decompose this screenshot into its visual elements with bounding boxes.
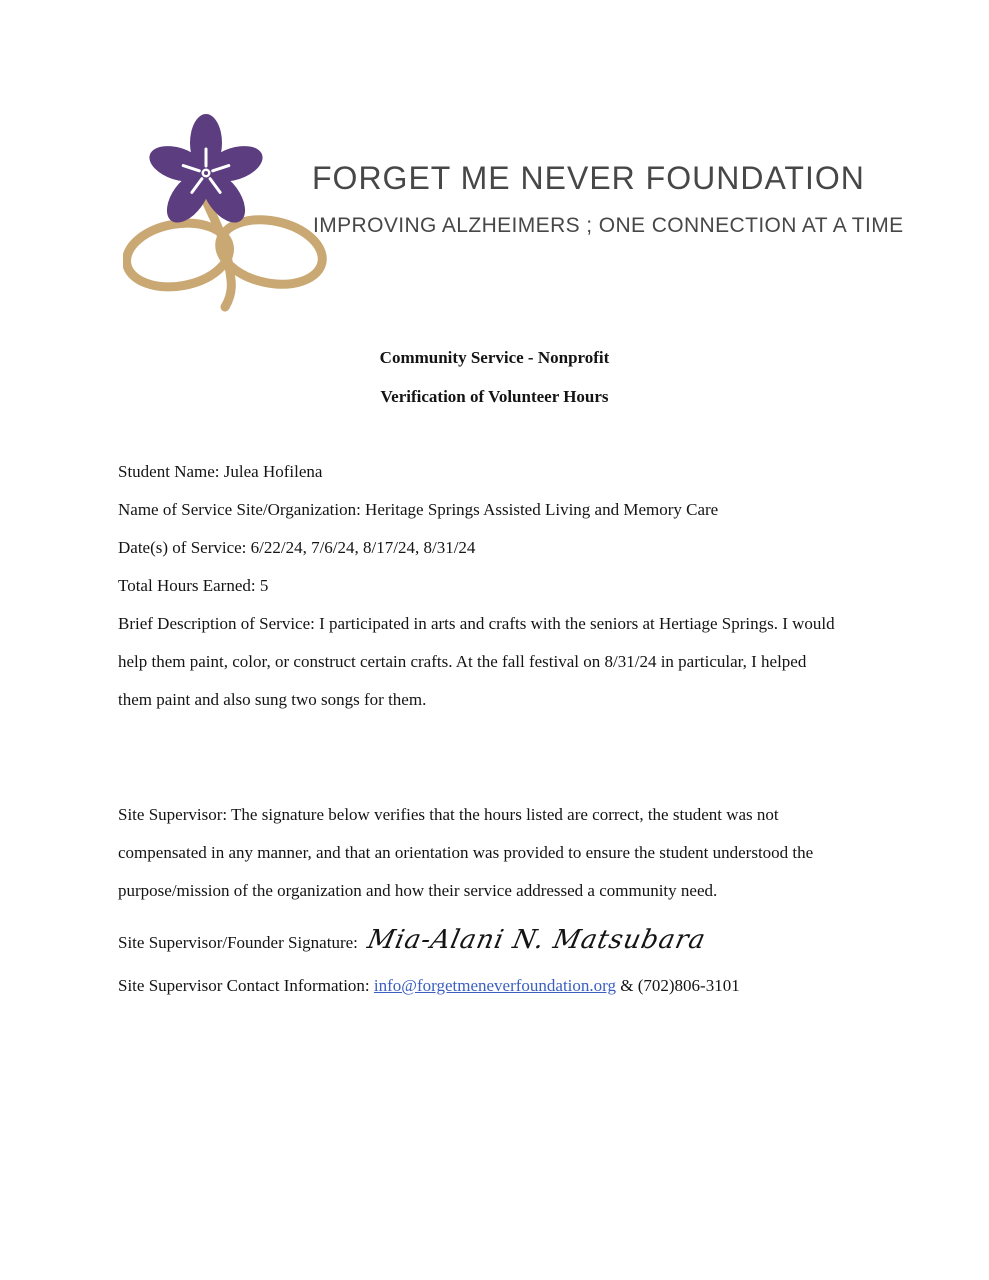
heading-verification: Verification of Volunteer Hours [380,387,609,406]
supervisor-line-3: purpose/mission of the organization and how their service addressed a community need. [118,881,718,900]
brand-tagline: IMPROVING ALZHEIMERS ; ONE CONNECTION AT A TIME [313,214,904,237]
contact-row [118,967,874,1005]
field-student-name: Student Name: Julea Hofilena [118,462,323,481]
field-dates-of-service: Date(s) of Service: 6/22/24, 7/6/24, 8/17/24, 8/31/24 [118,538,476,557]
signature-row [118,921,874,962]
document-headings [0,338,989,416]
contact-phone: & (702)806-3101 [616,976,740,995]
supervisor-line-2: compensated in any manner, and that an orientation was provided to ensure the student understood the [118,843,814,862]
forget-me-never-logo-icon [123,113,335,313]
fields-and-description [118,453,874,719]
supervisor-statement [118,796,874,910]
description-line-1: Brief Description of Service: I participated in arts and crafts with the seniors at Hertiage Springs. I would [118,614,835,633]
contact-label: Site Supervisor Contact Information: [118,976,374,995]
heading-community-service: Community Service - Nonprofit [379,348,610,367]
field-service-site: Name of Service Site/Organization: Heritage Springs Assisted Living and Memory Care [118,500,719,519]
description-line-2: help them paint, color, or construct certain crafts. At the fall festival on 8/31/24 in particular, I helped [118,652,807,671]
contact-email-link[interactable]: info@forgetmeneverfoundation.org [373,976,617,995]
description-line-3: them paint and also sung two songs for them. [118,690,427,709]
field-total-hours: Total Hours Earned: 5 [118,576,269,595]
supervisor-line-1: Site Supervisor: The signature below verifies that the hours listed are correct, the student was not [118,805,779,824]
supervisor-signature: Mia-Alani N. Matsubara [364,925,709,955]
signature-label: Site Supervisor/Founder Signature: [118,933,358,952]
brand-title: FORGET ME NEVER FOUNDATION [312,160,865,196]
